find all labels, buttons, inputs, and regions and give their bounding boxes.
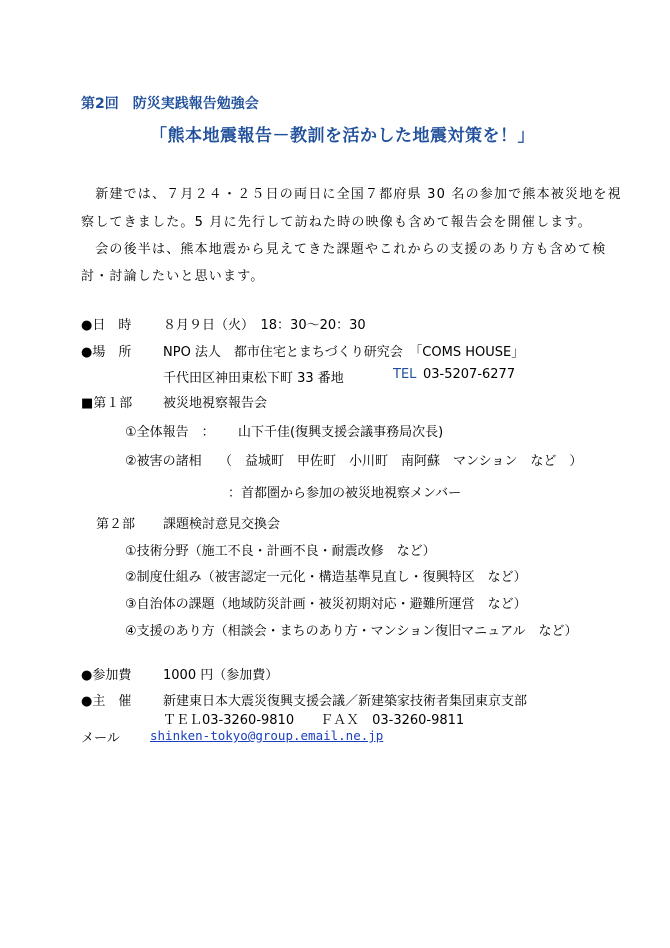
part1-title: 被災地視察報告会 <box>163 396 268 411</box>
part2-item: ②制度仕組み（被害認定一元化・構造基準見直し・復興特区 など） <box>125 570 527 585</box>
host-label: ●主 催 <box>81 694 132 709</box>
part1-label: ■第１部 <box>81 396 133 411</box>
page-title: 「熊本地震報告－教訓を活かした地震対策を！」 <box>150 126 535 146</box>
mail-label: メール <box>81 731 120 746</box>
venue-tel: 03-5207-6277 <box>423 367 516 382</box>
part1-item1-value: 山下千佳(復興支援会議事務局次長) <box>238 425 444 440</box>
part1-item2-note: ：首都圏から参加の被災地視察メンバー <box>228 486 462 501</box>
fee-label: ●参加費 <box>81 668 132 683</box>
datetime-label: ●日 時 <box>81 318 132 333</box>
part2-item: ①技術分野（施工不良・計画不良・耐震改修 など） <box>125 544 436 559</box>
venue-tel-label: TEL <box>393 367 417 382</box>
host-value: 新建東日本大震災復興支援会議／新建築家技術者集団東京支部 <box>163 694 528 709</box>
venue-address: 千代田区神田東松下町 33 番地 <box>163 371 344 386</box>
intro-line: 察してきました。5 月に先行して訪ねた時の映像も含めて報告会を開催します。 <box>81 215 592 230</box>
host-contact: ＴＥＬ03-3260-9810 ＦＡＸ 03-3260-9811 <box>163 713 465 728</box>
part1-item1-label: ①全体報告 ： <box>125 425 215 440</box>
datetime-value: ８月９日（火） 18：30～20：30 <box>163 318 366 333</box>
part1-item2-label: ②被害の諸相 <box>125 454 202 469</box>
session-heading: 第2回 防災実践報告勉強会 <box>81 96 259 112</box>
part2-item: ③自治体の課題（地域防災計画・被災初期対応・避難所運営 など） <box>125 597 527 612</box>
part2-title: 課題検討意見交換会 <box>163 517 281 532</box>
intro-line: 討・討論したいと思います。 <box>81 269 265 284</box>
fee-value: 1000 円（参加費） <box>163 668 279 683</box>
part1-item2-value: （ 益城町 甲佐町 小川町 南阿蘇 マンション など ） <box>219 454 583 469</box>
venue-value: NPO 法人 都市住宅とまちづくり研究会 「COMS HOUSE」 <box>163 345 525 360</box>
part2-item: ④支援のあり方（相談会・まちのあり方・マンション復旧マニュアル など） <box>125 624 578 639</box>
part2-label: 第２部 <box>96 517 136 532</box>
venue-label: ●場 所 <box>81 345 132 360</box>
intro-line: 会の後半は、熊本地震から見えてきた課題やこれからの支援のあり方も含めて検 <box>81 242 607 257</box>
mail-link[interactable]: shinken-tokyo@group.email.ne.jp <box>150 728 384 743</box>
intro-line: 新建では、７月２４・２５日の両日に全国７都府県 30 名の参加で熊本被災地を視 <box>81 187 622 202</box>
